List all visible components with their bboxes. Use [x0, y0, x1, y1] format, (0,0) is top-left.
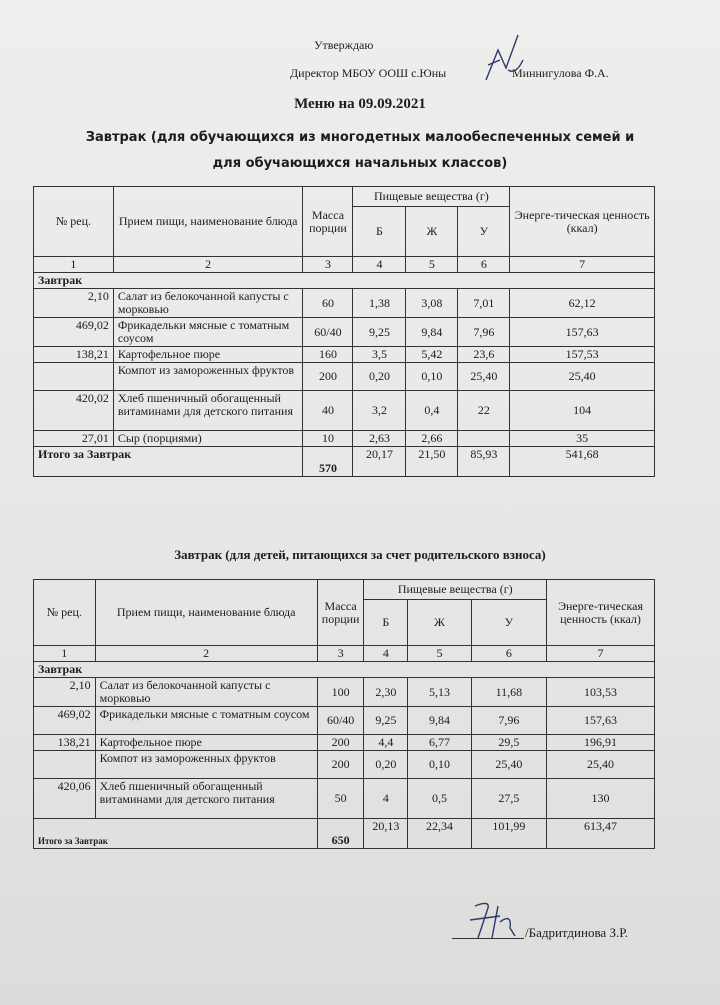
- total-mass: 570: [303, 447, 353, 477]
- header-zh: Ж: [408, 600, 471, 646]
- protein-value: 1,38: [353, 289, 406, 318]
- recipe-number: 138,21: [34, 735, 96, 751]
- table-row: [34, 363, 655, 391]
- menu-table-1: [33, 186, 655, 477]
- protein-value: 9,25: [353, 318, 406, 347]
- signer-signature: [460, 898, 530, 943]
- table-row: [34, 779, 655, 819]
- fat-value: 0,4: [406, 391, 458, 431]
- recipe-number: [34, 363, 114, 391]
- carb-value: [458, 431, 510, 447]
- recipe-number: 420,02: [34, 391, 114, 431]
- section2-subtitle: Завтрак (для детей, питающихся за счет родительского взноса): [174, 547, 546, 562]
- index-row: [34, 257, 655, 273]
- header-mass: Масса порции: [317, 580, 364, 646]
- portion-mass: 200: [317, 751, 364, 779]
- dish-name: Картофельное пюре: [113, 347, 303, 363]
- portion-mass: 200: [317, 735, 364, 751]
- portion-mass: 40: [303, 391, 353, 431]
- protein-value: 2,30: [364, 678, 408, 707]
- dish-name: Фрикадельки мясные с томатным соусом: [113, 318, 303, 347]
- energy-value: 157,53: [510, 347, 655, 363]
- protein-value: 4: [364, 779, 408, 819]
- header-energy: Энерге-тическая ценность (ккал): [510, 187, 655, 257]
- approve-label: Утверждаю: [314, 38, 374, 52]
- fat-value: 0,10: [408, 751, 471, 779]
- header-b: Б: [364, 600, 408, 646]
- menu-table-2: [33, 579, 655, 849]
- header-num: № рец.: [34, 187, 114, 257]
- recipe-number: 2,10: [34, 289, 114, 318]
- dish-name: Компот из замороженных фруктов: [113, 363, 303, 391]
- group-label: Завтрак: [34, 662, 655, 678]
- index-cell: 2: [95, 646, 317, 662]
- table-row: [34, 347, 655, 363]
- recipe-number: [34, 751, 96, 779]
- dish-name: Хлеб пшеничный обогащенный витаминами для детского питания: [95, 779, 317, 819]
- protein-value: 2,63: [353, 431, 406, 447]
- energy-value: 25,40: [547, 751, 655, 779]
- index-cell: 7: [547, 646, 655, 662]
- protein-value: 9,25: [364, 707, 408, 735]
- total-b: 20,13: [364, 819, 408, 849]
- energy-value: 35: [510, 431, 655, 447]
- fat-value: 3,08: [406, 289, 458, 318]
- dish-name: Картофельное пюре: [95, 735, 317, 751]
- index-cell: 3: [303, 257, 353, 273]
- portion-mass: 10: [303, 431, 353, 447]
- protein-value: 3,5: [353, 347, 406, 363]
- fat-value: 0,10: [406, 363, 458, 391]
- header-u: У: [458, 207, 510, 257]
- total-label: Итого за Завтрак: [34, 447, 303, 477]
- fat-value: 5,13: [408, 678, 471, 707]
- header-nutrients: Пищевые вещества (г): [364, 580, 547, 600]
- energy-value: 62,12: [510, 289, 655, 318]
- director-title: Директор МБОУ ООШ с.Юны: [290, 66, 447, 80]
- portion-mass: 100: [317, 678, 364, 707]
- carb-value: 25,40: [471, 751, 546, 779]
- header-energy: Энерге-тическая ценность (ккал): [547, 580, 655, 646]
- signature-line: [452, 938, 524, 939]
- carb-value: 23,6: [458, 347, 510, 363]
- total-zh: 22,34: [408, 819, 471, 849]
- portion-mass: 60/40: [303, 318, 353, 347]
- index-cell: 1: [34, 646, 96, 662]
- energy-value: 25,40: [510, 363, 655, 391]
- table-row: [34, 289, 655, 318]
- header-b: Б: [353, 207, 406, 257]
- header-nutrients: Пищевые вещества (г): [353, 187, 510, 207]
- recipe-number: 469,02: [34, 318, 114, 347]
- index-cell: 1: [34, 257, 114, 273]
- portion-mass: 50: [317, 779, 364, 819]
- protein-value: 0,20: [353, 363, 406, 391]
- fat-value: 5,42: [406, 347, 458, 363]
- portion-mass: 160: [303, 347, 353, 363]
- energy-value: 104: [510, 391, 655, 431]
- fat-value: 9,84: [406, 318, 458, 347]
- total-u: 101,99: [471, 819, 546, 849]
- table-row: [34, 391, 655, 431]
- dish-name: Фрикадельки мясные с томатным соусом: [95, 707, 317, 735]
- index-cell: 4: [364, 646, 408, 662]
- total-u: 85,93: [458, 447, 510, 477]
- fat-value: 9,84: [408, 707, 471, 735]
- section1-subtitle-line1: Завтрак (для обучающихся из многодетных малообеспеченных семей и: [85, 130, 635, 145]
- carb-value: 11,68: [471, 678, 546, 707]
- dish-name: Компот из замороженных фруктов: [95, 751, 317, 779]
- dish-name: Салат из белокочанной капусты с морковью: [113, 289, 303, 318]
- index-row: [34, 646, 655, 662]
- energy-value: 130: [547, 779, 655, 819]
- index-cell: 7: [510, 257, 655, 273]
- energy-value: 157,63: [547, 707, 655, 735]
- header-mass: Масса порции: [303, 187, 353, 257]
- dish-name: Салат из белокочанной капусты с морковью: [95, 678, 317, 707]
- recipe-number: 138,21: [34, 347, 114, 363]
- protein-value: 3,2: [353, 391, 406, 431]
- section1-subtitle-line2: для обучающихся начальных классов): [212, 156, 508, 171]
- energy-value: 157,63: [510, 318, 655, 347]
- header-u: У: [471, 600, 546, 646]
- table-row: [34, 318, 655, 347]
- index-cell: 5: [408, 646, 471, 662]
- table-row: [34, 431, 655, 447]
- fat-value: 6,77: [408, 735, 471, 751]
- energy-value: 196,91: [547, 735, 655, 751]
- index-cell: 3: [317, 646, 364, 662]
- recipe-number: 420,06: [34, 779, 96, 819]
- total-energy: 613,47: [547, 819, 655, 849]
- carb-value: 7,96: [471, 707, 546, 735]
- header-zh: Ж: [406, 207, 458, 257]
- total-zh: 21,50: [406, 447, 458, 477]
- portion-mass: 60: [303, 289, 353, 318]
- index-cell: 5: [406, 257, 458, 273]
- total-energy: 541,68: [510, 447, 655, 477]
- carb-value: 29,5: [471, 735, 546, 751]
- fat-value: 2,66: [406, 431, 458, 447]
- index-cell: 4: [353, 257, 406, 273]
- total-mass: 650: [317, 819, 364, 849]
- table-row: [34, 735, 655, 751]
- recipe-number: 2,10: [34, 678, 96, 707]
- recipe-number: 469,02: [34, 707, 96, 735]
- index-cell: 6: [458, 257, 510, 273]
- carb-value: 7,96: [458, 318, 510, 347]
- protein-value: 0,20: [364, 751, 408, 779]
- dish-name: Сыр (порциями): [113, 431, 303, 447]
- carb-value: 25,40: [458, 363, 510, 391]
- group-label: Завтрак: [34, 273, 655, 289]
- director-signature: [478, 30, 528, 85]
- carb-value: 27,5: [471, 779, 546, 819]
- carb-value: 7,01: [458, 289, 510, 318]
- carb-value: 22: [458, 391, 510, 431]
- index-cell: 6: [471, 646, 546, 662]
- header-meal: Прием пищи, наименование блюда: [113, 187, 303, 257]
- table-row: [34, 751, 655, 779]
- dish-name: Хлеб пшеничный обогащенный витаминами для детского питания: [113, 391, 303, 431]
- director-name: Миннигулова Ф.А.: [512, 66, 609, 80]
- header-num: № рец.: [34, 580, 96, 646]
- total-b: 20,17: [353, 447, 406, 477]
- signer-name: /Бадритдинова З.Р.: [525, 925, 629, 940]
- portion-mass: 60/40: [317, 707, 364, 735]
- header-meal: Прием пищи, наименование блюда: [95, 580, 317, 646]
- portion-mass: 200: [303, 363, 353, 391]
- protein-value: 4,4: [364, 735, 408, 751]
- total-label: Итого за Завтрак: [34, 819, 318, 849]
- recipe-number: 27,01: [34, 431, 114, 447]
- energy-value: 103,53: [547, 678, 655, 707]
- page-title: Меню на 09.09.2021: [294, 96, 426, 112]
- index-cell: 2: [113, 257, 303, 273]
- fat-value: 0,5: [408, 779, 471, 819]
- table-row: [34, 678, 655, 707]
- table-row: [34, 707, 655, 735]
